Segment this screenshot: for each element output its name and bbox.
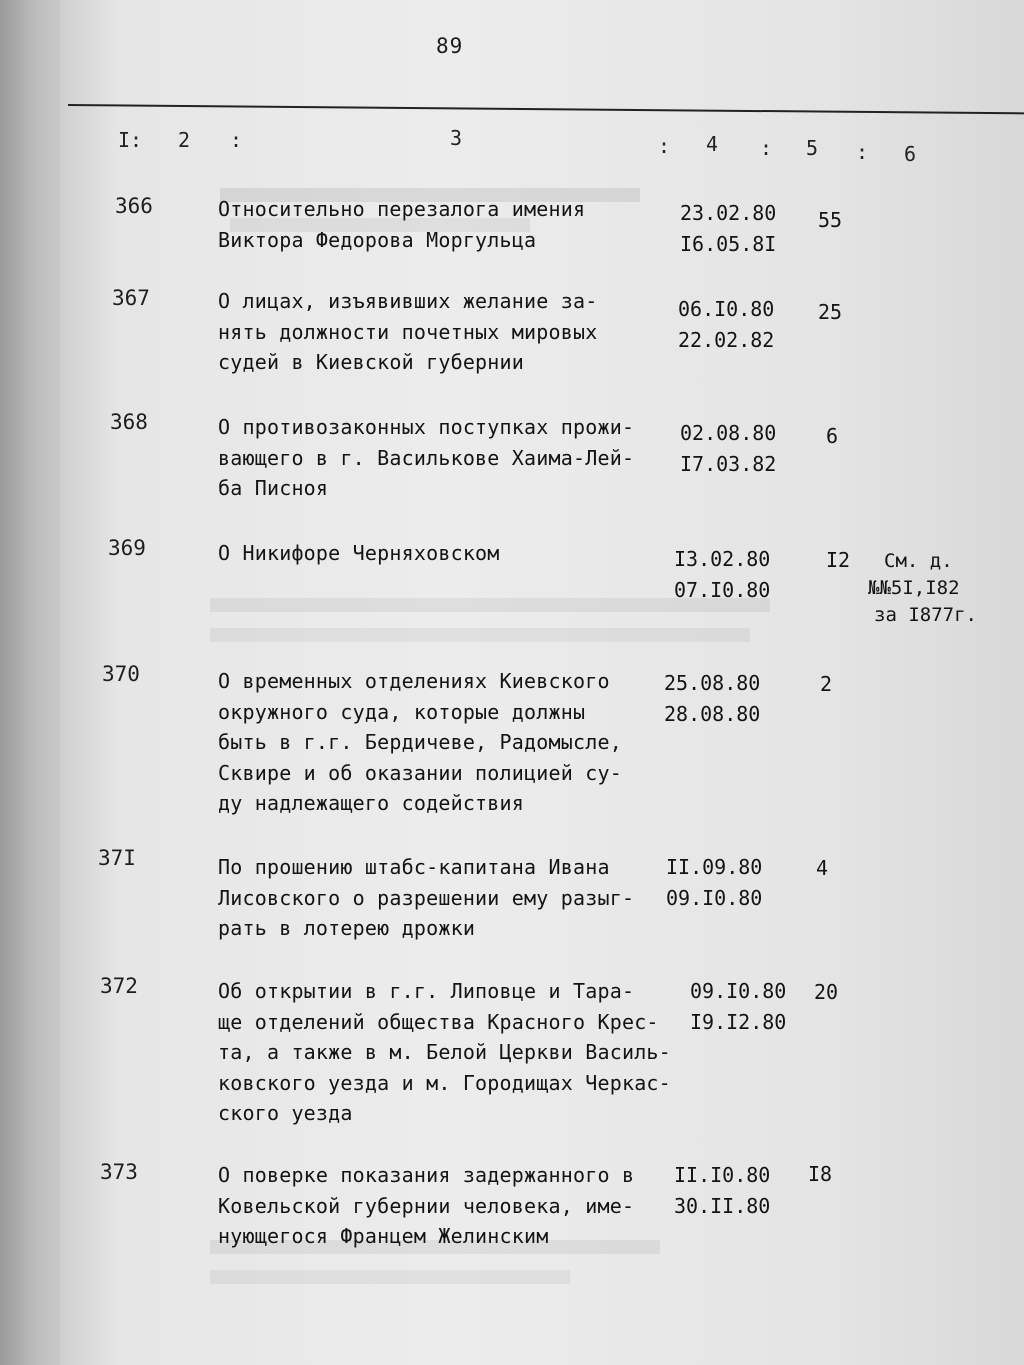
case-dates — [690, 976, 786, 1037]
case-title-line: судей в Киевской губернии — [218, 350, 525, 374]
case-number: 369 — [108, 536, 146, 560]
cross-reference-note — [868, 548, 977, 629]
case-number: 366 — [115, 194, 153, 218]
case-title-line: О временных отделениях Киевского — [218, 669, 610, 693]
case-dates — [680, 198, 776, 259]
case-number: 373 — [100, 1160, 138, 1184]
start-date: II.09.80 — [666, 855, 763, 879]
end-date: 07.I0.80 — [674, 577, 771, 602]
column-header-4: 4 — [706, 132, 719, 156]
start-date: 23.02.80 — [680, 201, 777, 225]
case-dates — [664, 668, 760, 729]
note-line: См. д. — [884, 550, 953, 572]
sheet-count: 55 — [818, 208, 843, 232]
case-dates — [680, 418, 776, 479]
case-title-line: нять должности почетных мировых — [218, 319, 598, 344]
sheet-count: 6 — [826, 424, 839, 448]
column-header-sep: : — [230, 128, 243, 152]
start-date: I3.02.80 — [674, 547, 771, 571]
case-title-line: О поверке показания задержанного в — [218, 1163, 635, 1187]
column-header-sep: : — [760, 136, 773, 160]
note-line: за I877г. — [874, 604, 977, 626]
case-title-line: ба Писноя — [218, 476, 329, 500]
case-title-line: Виктора Федорова Моргульца — [218, 227, 537, 252]
case-number: 37I — [98, 846, 136, 870]
column-header-2: 2 — [178, 128, 191, 152]
case-title-line: Сквире и об оказании полицией су- — [218, 760, 622, 785]
case-number: 368 — [110, 410, 148, 434]
case-title-line: ского уезда — [218, 1101, 353, 1125]
case-number: 372 — [100, 974, 138, 998]
end-date: I9.I2.80 — [690, 1009, 787, 1034]
column-header-5: 5 — [806, 136, 819, 160]
end-date: I6.05.8I — [680, 231, 777, 256]
sheet-count: 2 — [820, 672, 833, 696]
case-title-line: О противозаконных поступках прожи- — [218, 415, 635, 439]
case-title-line: ковского уезда и м. Городищах Черкас- — [218, 1070, 671, 1095]
book-gutter — [0, 0, 60, 1365]
column-header-3: 3 — [450, 126, 463, 150]
end-date: 28.08.80 — [664, 701, 761, 726]
case-title-line: та, а также в м. Белой Церкви Василь- — [218, 1040, 671, 1064]
start-date: II.I0.80 — [674, 1163, 771, 1187]
case-title — [218, 538, 668, 569]
case-title-line: Об открытии в г.г. Липовце и Тара- — [218, 979, 635, 1003]
sheet-count: 20 — [814, 980, 839, 1004]
case-title — [218, 286, 668, 378]
column-header-1: I: — [118, 128, 143, 152]
sheet-count: 4 — [816, 856, 829, 880]
column-header-sep: : — [856, 140, 869, 164]
case-title-line: вающего в г. Василькове Хаима-Лей- — [218, 445, 635, 470]
case-title-line: О лицах, изъявивших желание за- — [218, 289, 598, 313]
case-title — [218, 976, 671, 1129]
case-title — [218, 412, 668, 504]
case-number: 370 — [102, 662, 140, 686]
case-title — [218, 1160, 668, 1252]
case-title-line: нующегося Францем Желинским — [218, 1224, 549, 1248]
case-title-line: ще отделений общества Красного Крес- — [218, 1009, 659, 1034]
document-page — [60, 0, 1024, 1365]
end-date: I7.03.82 — [680, 451, 777, 476]
case-title-line: По прошению штабс-капитана Ивана — [218, 855, 610, 879]
case-title — [218, 852, 668, 944]
case-dates — [666, 852, 762, 913]
start-date: 09.I0.80 — [690, 979, 787, 1003]
case-dates — [674, 1160, 770, 1221]
start-date: 02.08.80 — [680, 421, 777, 445]
end-date: 22.02.82 — [678, 327, 775, 352]
sheet-count: 25 — [818, 300, 843, 324]
case-title — [218, 194, 668, 255]
header-rule — [68, 104, 1024, 114]
case-title-line: быть в г.г. Бердичеве, Радомысле, — [218, 730, 622, 754]
sheet-count: I2 — [826, 548, 851, 572]
start-date: 25.08.80 — [664, 671, 761, 695]
case-title-line: Лисовского о разрешении ему разыг- — [218, 885, 635, 910]
case-title-line: окружного суда, которые должны — [218, 699, 586, 724]
sheet-count: I8 — [808, 1162, 833, 1186]
column-header-6: 6 — [904, 142, 917, 166]
case-title-line: ду надлежащего содействия — [218, 791, 525, 815]
case-dates — [674, 544, 770, 605]
case-title — [218, 666, 668, 819]
case-title-line: Ковельской губернии человека, име- — [218, 1193, 635, 1218]
case-number: 367 — [112, 286, 150, 310]
end-date: 30.II.80 — [674, 1193, 771, 1218]
case-title-line: Относительно перезалога имения — [218, 197, 586, 221]
start-date: 06.I0.80 — [678, 297, 775, 321]
case-title-line: О Никифоре Черняховском — [218, 541, 500, 565]
note-line: №№5I,I82 — [868, 577, 960, 599]
page-number: 89 — [436, 34, 464, 58]
case-dates — [678, 294, 774, 355]
end-date: 09.I0.80 — [666, 885, 763, 910]
column-header-sep: : — [658, 134, 671, 158]
case-title-line: рать в лотерею дрожки — [218, 916, 476, 940]
